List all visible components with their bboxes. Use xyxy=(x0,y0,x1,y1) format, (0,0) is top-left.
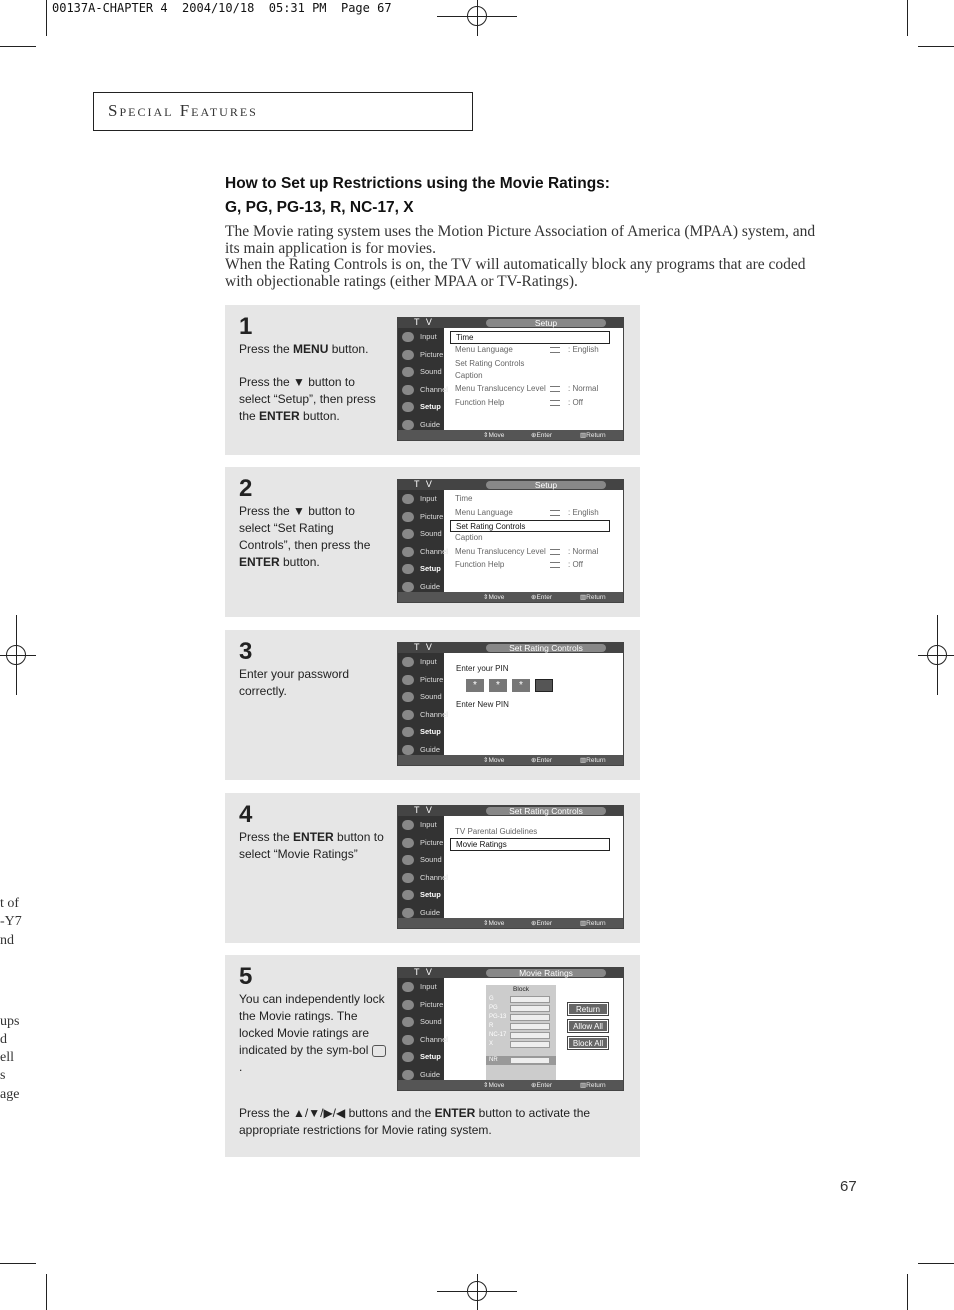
nav-label: Sound xyxy=(420,529,442,538)
lock-icon xyxy=(372,1045,386,1057)
step-instructions xyxy=(239,503,389,571)
nav-picture[interactable] xyxy=(398,508,444,526)
rating-label: PG-13 xyxy=(489,1014,507,1020)
move-hint: ⇕ Move xyxy=(483,594,505,601)
row-value: : English xyxy=(568,345,599,354)
enter-hint: ⊕ Enter xyxy=(531,757,552,764)
nav-label: Setup xyxy=(420,890,441,899)
step-text: button to activate the appropriate restrictions for Movie rating system. xyxy=(239,1106,591,1137)
step-text: . xyxy=(239,1060,243,1074)
sound-icon xyxy=(402,1017,414,1027)
tv-menu-title: Movie Ratings xyxy=(486,969,606,977)
nav-label: Picture xyxy=(420,999,444,1009)
tv-pin-panel xyxy=(450,656,617,753)
nav-channel[interactable] xyxy=(398,869,448,887)
nav-label: Channel xyxy=(420,709,448,719)
picture-icon xyxy=(402,1000,414,1010)
tv-menu-title: Setup xyxy=(486,481,606,489)
crop-mark xyxy=(907,1274,908,1310)
nav-sound[interactable] xyxy=(398,525,444,543)
input-icon xyxy=(402,820,414,830)
ratings-table xyxy=(486,985,556,1085)
rating-row[interactable] xyxy=(486,1004,556,1013)
margin-fragment: ups xyxy=(0,1014,20,1029)
menu-icon xyxy=(550,347,560,353)
menu-row-movie-ratings[interactable] xyxy=(450,838,610,851)
crop-mark xyxy=(0,1263,36,1264)
input-icon xyxy=(402,494,414,504)
menu-icon xyxy=(550,510,560,516)
rating-label: G xyxy=(489,996,494,1002)
nav-sound[interactable] xyxy=(398,1013,444,1031)
rating-row[interactable] xyxy=(486,1040,556,1049)
setup-icon xyxy=(402,1052,414,1062)
picture-icon xyxy=(402,512,414,522)
setup-icon xyxy=(402,727,414,737)
margin-fragment: ell xyxy=(0,1050,14,1065)
menu-row-caption[interactable] xyxy=(450,532,617,546)
nav-sound[interactable] xyxy=(398,851,444,869)
guide-icon xyxy=(402,420,414,430)
nav-label: Picture xyxy=(420,511,444,521)
nav-label: Guide xyxy=(420,419,441,429)
page-number: 67 xyxy=(840,1178,857,1195)
nav-label: Channel xyxy=(420,546,448,556)
crop-mark xyxy=(918,46,954,47)
page-heading-line2: G, PG, PG-13, R, NC-17, X xyxy=(225,199,414,216)
row-label: Function Help xyxy=(455,397,505,407)
registration-line xyxy=(918,655,954,656)
registration-line xyxy=(16,615,17,695)
picture-icon xyxy=(402,350,414,360)
nav-label: Input xyxy=(420,332,437,341)
move-hint: ⇕ Move xyxy=(483,920,505,927)
tv-menu-list xyxy=(450,826,617,916)
step-instructions xyxy=(239,829,389,863)
step-text: button. xyxy=(299,409,340,423)
registration-line xyxy=(477,1274,478,1310)
crop-mark xyxy=(0,46,36,47)
rating-row[interactable] xyxy=(486,1013,556,1022)
nav-label: Guide xyxy=(420,744,441,754)
row-label: Function Help xyxy=(455,560,505,569)
tv-nav xyxy=(398,490,448,592)
step-instructions xyxy=(239,341,389,425)
nav-channel[interactable] xyxy=(398,1031,448,1049)
pin-label: Enter your PIN xyxy=(456,664,509,673)
menu-row-language[interactable] xyxy=(450,507,617,521)
guide-icon xyxy=(402,582,414,592)
menu-row-language[interactable] xyxy=(450,344,617,358)
registration-line xyxy=(477,0,478,36)
crop-mark xyxy=(46,1274,47,1310)
channel-icon xyxy=(402,385,414,395)
step-3 xyxy=(225,630,640,780)
setup-icon xyxy=(402,564,414,574)
nav-label: Channel xyxy=(420,1034,448,1044)
nav-label: Sound xyxy=(420,692,442,701)
registration-line xyxy=(0,655,36,656)
step-number: 1 xyxy=(239,313,253,340)
crop-mark xyxy=(907,0,908,36)
tv-help-bar xyxy=(398,430,623,440)
nav-label: Channel xyxy=(420,872,448,882)
print-header: 00137A-CHAPTER 4 2004/10/18 05:31 PM Page 67 xyxy=(52,1,392,15)
tv-menu-title: Set Rating Controls xyxy=(486,807,606,815)
nav-setup[interactable] xyxy=(398,723,444,741)
menu-icon xyxy=(550,562,560,568)
guide-icon xyxy=(402,908,414,918)
row-label: Caption xyxy=(455,370,483,380)
row-value: : Normal xyxy=(568,384,599,393)
row-label: TV Parental Guidelines xyxy=(455,827,538,836)
nav-input[interactable] xyxy=(398,978,444,996)
nav-label: Setup xyxy=(420,1052,441,1061)
move-hint: ⇕ Move xyxy=(483,432,505,439)
tv-screen xyxy=(397,317,624,441)
nav-channel[interactable] xyxy=(398,706,448,724)
menu-row-rating[interactable] xyxy=(450,520,610,532)
nav-label: Channel xyxy=(420,384,448,394)
pin-digit[interactable]: * xyxy=(512,679,530,692)
picture-icon xyxy=(402,675,414,685)
nav-setup[interactable] xyxy=(398,886,444,904)
return-button[interactable]: Return xyxy=(568,1003,608,1015)
channel-icon xyxy=(402,710,414,720)
step-number: 2 xyxy=(239,475,253,502)
step-text: Press the xyxy=(239,830,294,844)
enter-hint: ⊕ Enter xyxy=(531,1082,552,1089)
tv-screen xyxy=(397,967,624,1091)
channel-icon xyxy=(402,873,414,883)
nav-label: Picture xyxy=(420,674,444,684)
step-key: ENTER xyxy=(239,555,280,569)
row-value: : English xyxy=(568,507,599,517)
rating-label: PG xyxy=(489,1005,498,1011)
row-label: Menu Language xyxy=(455,507,513,517)
step-key: MENU xyxy=(293,342,329,356)
rating-row[interactable] xyxy=(486,1031,556,1040)
lock-toggle[interactable] xyxy=(510,1005,550,1012)
row-label: Time xyxy=(455,494,473,503)
nav-input[interactable] xyxy=(398,816,444,834)
menu-icon xyxy=(550,386,560,392)
rating-label: NR xyxy=(489,1057,498,1063)
step-5 xyxy=(225,955,640,1157)
step-text: Press the ▼ button to select “Setup”, then press the xyxy=(239,375,376,423)
crop-mark xyxy=(46,0,47,36)
step-5-followup xyxy=(239,1105,629,1138)
rating-label: X xyxy=(489,1041,494,1047)
nav-label: Guide xyxy=(420,581,441,591)
input-icon xyxy=(402,982,414,992)
nav-sound[interactable] xyxy=(398,363,444,381)
return-hint: ▥ Return xyxy=(580,432,606,439)
move-hint: ⇕ Move xyxy=(483,1082,505,1089)
return-hint: ▥ Return xyxy=(580,757,606,764)
nav-label: Sound xyxy=(420,367,442,376)
menu-row-time[interactable] xyxy=(450,331,610,344)
nav-label: Guide xyxy=(420,907,441,917)
nav-channel[interactable] xyxy=(398,381,448,399)
input-icon xyxy=(402,657,414,667)
nav-label: Sound xyxy=(420,1017,442,1026)
row-label: Menu Translucency Level xyxy=(455,384,546,393)
sound-icon xyxy=(402,692,414,702)
menu-row-translucency[interactable] xyxy=(450,383,617,397)
nav-input[interactable] xyxy=(398,328,444,346)
tv-help-bar xyxy=(398,1080,623,1090)
step-number: 5 xyxy=(239,963,253,990)
tv-help-bar xyxy=(398,918,623,928)
sound-icon xyxy=(402,529,414,539)
nav-setup[interactable] xyxy=(398,398,444,416)
margin-fragment: t of xyxy=(0,896,20,911)
move-hint: ⇕ Move xyxy=(483,757,505,764)
menu-row-translucency[interactable] xyxy=(450,546,617,560)
nav-label: Input xyxy=(420,820,437,829)
tv-menu-title: Setup xyxy=(486,319,606,327)
nav-label: Input xyxy=(420,494,437,503)
nav-label: Setup xyxy=(420,727,441,736)
margin-fragment: -Y7 xyxy=(0,914,22,929)
intro-text xyxy=(225,224,825,290)
sound-icon xyxy=(402,855,414,865)
tv-screen xyxy=(397,805,624,929)
lock-toggle[interactable] xyxy=(510,996,550,1003)
margin-fragment: nd xyxy=(0,933,14,948)
step-1 xyxy=(225,305,640,455)
tv-help-bar xyxy=(398,755,623,765)
rating-row[interactable] xyxy=(486,1022,556,1031)
nav-setup[interactable] xyxy=(398,1048,444,1066)
nav-input[interactable] xyxy=(398,653,444,671)
nav-picture[interactable] xyxy=(398,671,444,689)
step-text: Press the ▲/▼/▶/◀ buttons and the xyxy=(239,1106,435,1120)
rating-row[interactable] xyxy=(486,995,556,1004)
tv-nav xyxy=(398,653,448,755)
block-all-button[interactable]: Block All xyxy=(568,1037,608,1049)
page-heading-line1: How to Set up Restrictions using the Movie Ratings: xyxy=(225,175,610,192)
tv-label: T V xyxy=(414,967,434,977)
tv-nav xyxy=(398,978,448,1080)
step-number: 4 xyxy=(239,801,253,828)
setup-icon xyxy=(402,890,414,900)
menu-icon xyxy=(550,549,560,555)
nav-picture[interactable] xyxy=(398,996,444,1014)
row-label: Movie Ratings xyxy=(456,840,507,849)
tv-nav xyxy=(398,328,448,430)
return-hint: ▥ Return xyxy=(580,920,606,927)
nav-label: Picture xyxy=(420,837,444,847)
step-number: 3 xyxy=(239,638,253,665)
nav-sound[interactable] xyxy=(398,688,444,706)
row-label: Menu Language xyxy=(455,345,513,354)
step-key: ENTER xyxy=(293,830,334,844)
menu-row-time[interactable] xyxy=(450,493,617,507)
step-4 xyxy=(225,793,640,943)
step-instructions: Enter your password correctly. xyxy=(239,667,350,698)
lock-toggle[interactable] xyxy=(510,1041,550,1048)
rating-row-nr[interactable] xyxy=(486,1056,556,1065)
row-value: : Normal xyxy=(568,546,599,556)
nav-channel[interactable] xyxy=(398,543,448,561)
nav-label: Picture xyxy=(420,349,444,359)
nav-label: Setup xyxy=(420,564,441,573)
row-value: : Off xyxy=(568,397,583,407)
menu-row-tv-guidelines[interactable] xyxy=(450,826,617,838)
step-text: button. xyxy=(279,555,320,569)
nav-label: Setup xyxy=(420,402,441,411)
step-text: Press the ▼ button to select “Set Rating Controls”, then press the xyxy=(239,504,371,552)
crop-mark xyxy=(918,1263,954,1264)
block-column-header: Block xyxy=(513,986,529,993)
tv-label: T V xyxy=(414,317,434,327)
section-title: Special Features xyxy=(108,101,258,120)
nav-label: Input xyxy=(420,657,437,666)
lock-toggle[interactable] xyxy=(510,1014,550,1021)
tv-label: T V xyxy=(414,479,434,489)
new-pin-label: Enter New PIN xyxy=(456,700,509,709)
channel-icon xyxy=(402,1035,414,1045)
row-value: : Off xyxy=(568,560,583,569)
movie-ratings-panel xyxy=(444,978,617,1078)
lock-toggle[interactable] xyxy=(510,1032,550,1039)
tv-menu-list xyxy=(450,493,617,590)
return-hint: ▥ Return xyxy=(580,1082,606,1089)
channel-icon xyxy=(402,547,414,557)
nav-label: Input xyxy=(420,982,437,991)
rating-label: R xyxy=(489,1023,494,1029)
input-icon xyxy=(402,332,414,342)
nav-setup[interactable] xyxy=(398,560,444,578)
picture-icon xyxy=(402,838,414,848)
sound-icon xyxy=(402,367,414,377)
tv-nav xyxy=(398,816,448,918)
nav-input[interactable] xyxy=(398,490,444,508)
tv-label: T V xyxy=(414,805,434,815)
menu-icon xyxy=(550,400,560,406)
lock-toggle[interactable] xyxy=(510,1057,550,1064)
enter-hint: ⊕ Enter xyxy=(531,432,552,439)
menu-row-function-help[interactable] xyxy=(450,397,617,411)
margin-fragment: d xyxy=(0,1032,7,1047)
setup-icon xyxy=(402,402,414,412)
nav-picture[interactable] xyxy=(398,834,444,852)
step-2 xyxy=(225,467,640,617)
margin-fragment: age xyxy=(0,1087,20,1102)
menu-row-rating[interactable] xyxy=(450,358,617,370)
step-text: button. xyxy=(328,342,369,356)
step-text: button to select “Movie Ratings” xyxy=(239,830,384,861)
row-label: Set Rating Controls xyxy=(455,358,525,368)
tv-menu-title: Set Rating Controls xyxy=(486,644,606,652)
guide-icon xyxy=(402,745,414,755)
step-text: You can independently lock the Movie ratings. The locked Movie ratings are indicated by the sym-bol xyxy=(239,992,385,1057)
nav-label: Sound xyxy=(420,855,442,864)
step-text: Press the xyxy=(239,342,294,356)
pin-digit[interactable]: * xyxy=(466,679,484,692)
step-key: ENTER xyxy=(434,1106,476,1120)
tv-screen xyxy=(397,642,624,766)
row-label: Time xyxy=(456,333,474,342)
step-key: ENTER xyxy=(259,409,300,423)
nav-picture[interactable] xyxy=(398,346,444,364)
tv-label: T V xyxy=(414,642,434,652)
pin-digit[interactable]: * xyxy=(489,679,507,692)
rating-label: NC-17 xyxy=(489,1032,507,1038)
menu-row-function-help[interactable] xyxy=(450,559,617,573)
row-label: Set Rating Controls xyxy=(456,522,526,531)
intro-paragraph: When the Rating Controls is on, the TV will automatically block any programs that are coded with objectionable ratings (either MPAA or TV-Ratings). xyxy=(225,256,806,290)
pin-digit-empty[interactable] xyxy=(535,679,553,692)
guide-icon xyxy=(402,1070,414,1080)
tv-menu-list xyxy=(450,331,617,428)
nav-label: Guide xyxy=(420,1069,441,1079)
tv-help-bar xyxy=(398,592,623,602)
menu-row-caption[interactable] xyxy=(450,370,617,384)
enter-hint: ⊕ Enter xyxy=(531,594,552,601)
registration-line xyxy=(937,615,938,695)
margin-fragment: s xyxy=(0,1068,6,1083)
step-instructions xyxy=(239,991,389,1076)
lock-toggle[interactable] xyxy=(510,1023,550,1030)
enter-hint: ⊕ Enter xyxy=(531,920,552,927)
row-label: Caption xyxy=(455,533,483,542)
row-label: Menu Translucency Level xyxy=(455,546,546,556)
allow-all-button[interactable]: Allow All xyxy=(568,1020,608,1032)
return-hint: ▥ Return xyxy=(580,594,606,601)
intro-paragraph: The Movie rating system uses the Motion Picture Association of America (MPAA) system, and its main application is for movies. xyxy=(225,223,816,257)
tv-screen xyxy=(397,479,624,603)
